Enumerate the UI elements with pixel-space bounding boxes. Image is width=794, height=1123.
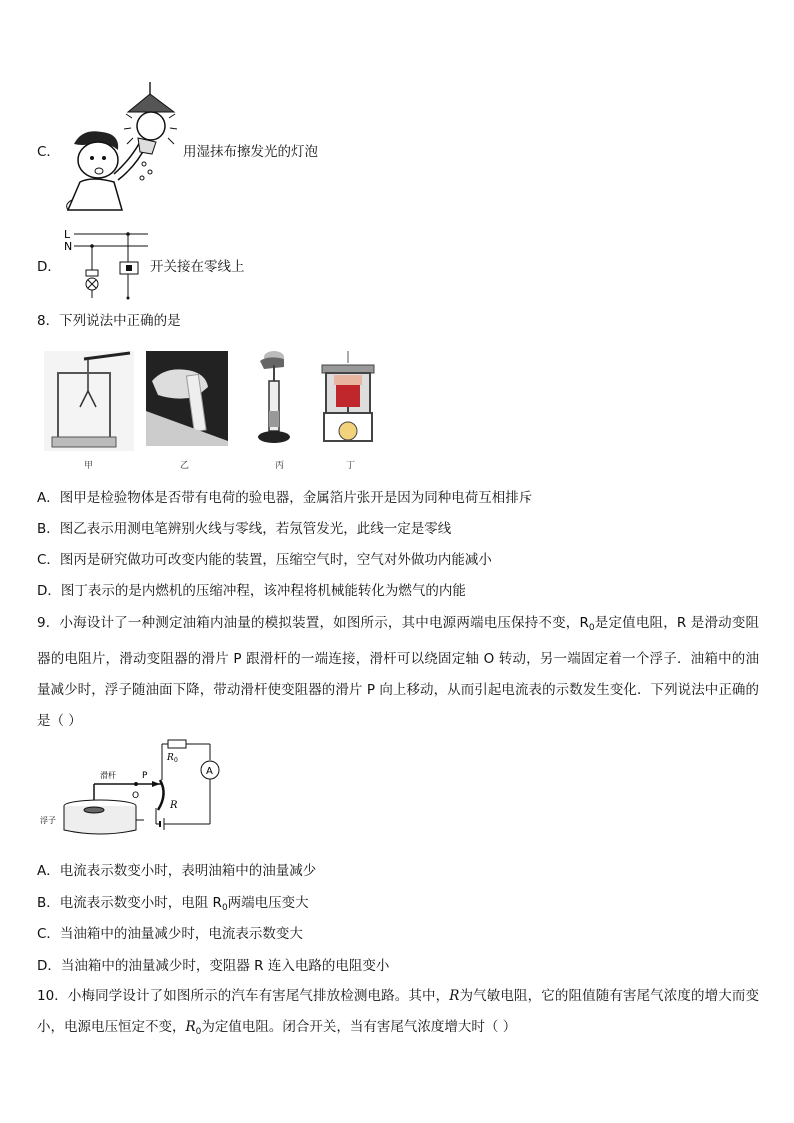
r0-label-subscript: 0 — [174, 757, 178, 764]
q7-option-c-letter: C． — [37, 144, 60, 160]
switch-on-neutral-diagram — [62, 226, 150, 302]
q10-r0-symbol: R — [185, 1019, 196, 1035]
q10-part-c: 为定值电阻。闭合开关，当有害尾气浓度增大时（ ） — [201, 1019, 517, 1035]
r0-label: R — [167, 753, 174, 763]
q9-option-b-part-b: 两端电压变大 — [227, 895, 309, 911]
fuel-gauge-circuit-diagram — [40, 738, 230, 838]
caption-bing: 丙 — [275, 461, 285, 471]
caption-ding: 丁 — [346, 461, 356, 471]
slider-rod-label: 滑杆 — [100, 771, 116, 780]
caption-jia: 甲 — [84, 461, 94, 471]
q10-r0-subscript: 0 — [195, 1027, 202, 1037]
boy-wiping-bulb-illustration — [62, 82, 182, 217]
q9-option-a: A．电流表示数变小时，表明油箱中的油量减少 — [37, 863, 317, 879]
ammeter-label: A — [206, 766, 213, 777]
q8-stem: 8．下列说法中正确的是 — [37, 313, 181, 329]
float-label: 浮子 — [40, 816, 56, 825]
q9-stem-subscript: 0 — [588, 623, 595, 633]
figure-yi-test-pen — [146, 351, 228, 446]
q9-option-c: C．当油箱中的油量减少时，电流表示数变大 — [37, 926, 303, 942]
neutral-wire-label: N — [64, 240, 73, 253]
rheostat-label: R — [170, 800, 178, 811]
q7-option-d-text: 开关接在零线上 — [150, 259, 245, 275]
q9-option-b-part-a: B．电流表示数变小时，电阻 R — [37, 895, 222, 911]
pivot-o-label: O — [132, 791, 140, 801]
q9-stem-part-b: 是定值电阻，R 是滑动变阻器的电阻片，滑动变阻器的滑片 P 跟滑杆的一端连接，滑杆可以绕固定轴 O 转动，另一端固定着一个浮子．油箱中的油量减少时，浮子随油面下降，带动滑杆使变阻器的滑片 P 向上移动，从而引起电流表的示数发生变化．下列说法中正确的是（ ） — [37, 615, 760, 729]
q9-stem-part-a: 9．小海设计了一种测定油箱内油量的模拟装置，如图所示，其中电源两端电压保持不变，R — [37, 615, 589, 631]
q9-option-b — [37, 893, 309, 918]
q8-option-d: D．图丁表示的是内燃机的压缩冲程，该冲程将机械能转化为燃气的内能 — [37, 583, 466, 599]
q10-part-b: 为气敏电阻，它的阻值随有害尾气浓度的增大而变小，电源电压恒定不变， — [37, 988, 760, 1035]
figure-ding-engine-cylinder — [318, 351, 378, 446]
q8-option-b: B．图乙表示用测电笔辨别火线与零线，若氖管发光，此线一定是零线 — [37, 521, 452, 537]
q9-stem — [37, 608, 759, 737]
q10-stem — [37, 981, 759, 1048]
q7-option-d-letter: D． — [37, 259, 61, 275]
q10-part-a: 10．小梅同学设计了如图所示的汽车有害尾气排放检测电路。其中， — [37, 988, 450, 1004]
figure-bing-compression-tube — [254, 351, 296, 446]
q10-r-symbol: R — [449, 988, 460, 1004]
q9-option-d: D．当油箱中的油量减少时，变阻器 R 连入电路的电阻变小 — [37, 958, 390, 974]
q8-option-a: A．图甲是检验物体是否带有电荷的验电器，金属箔片张开是因为同种电荷互相排斥 — [37, 490, 533, 506]
caption-yi: 乙 — [180, 461, 190, 471]
live-wire-label: L — [64, 228, 71, 241]
q9-option-b-subscript: 0 — [221, 903, 228, 913]
figure-jia-electroscope — [44, 351, 134, 451]
slider-p-label: P — [142, 771, 148, 781]
q8-option-c: C．图丙是研究做功可改变内能的装置，压缩空气时，空气对外做功内能减小 — [37, 552, 492, 568]
q7-option-c-text: 用湿抹布擦发光的灯泡 — [183, 144, 318, 160]
